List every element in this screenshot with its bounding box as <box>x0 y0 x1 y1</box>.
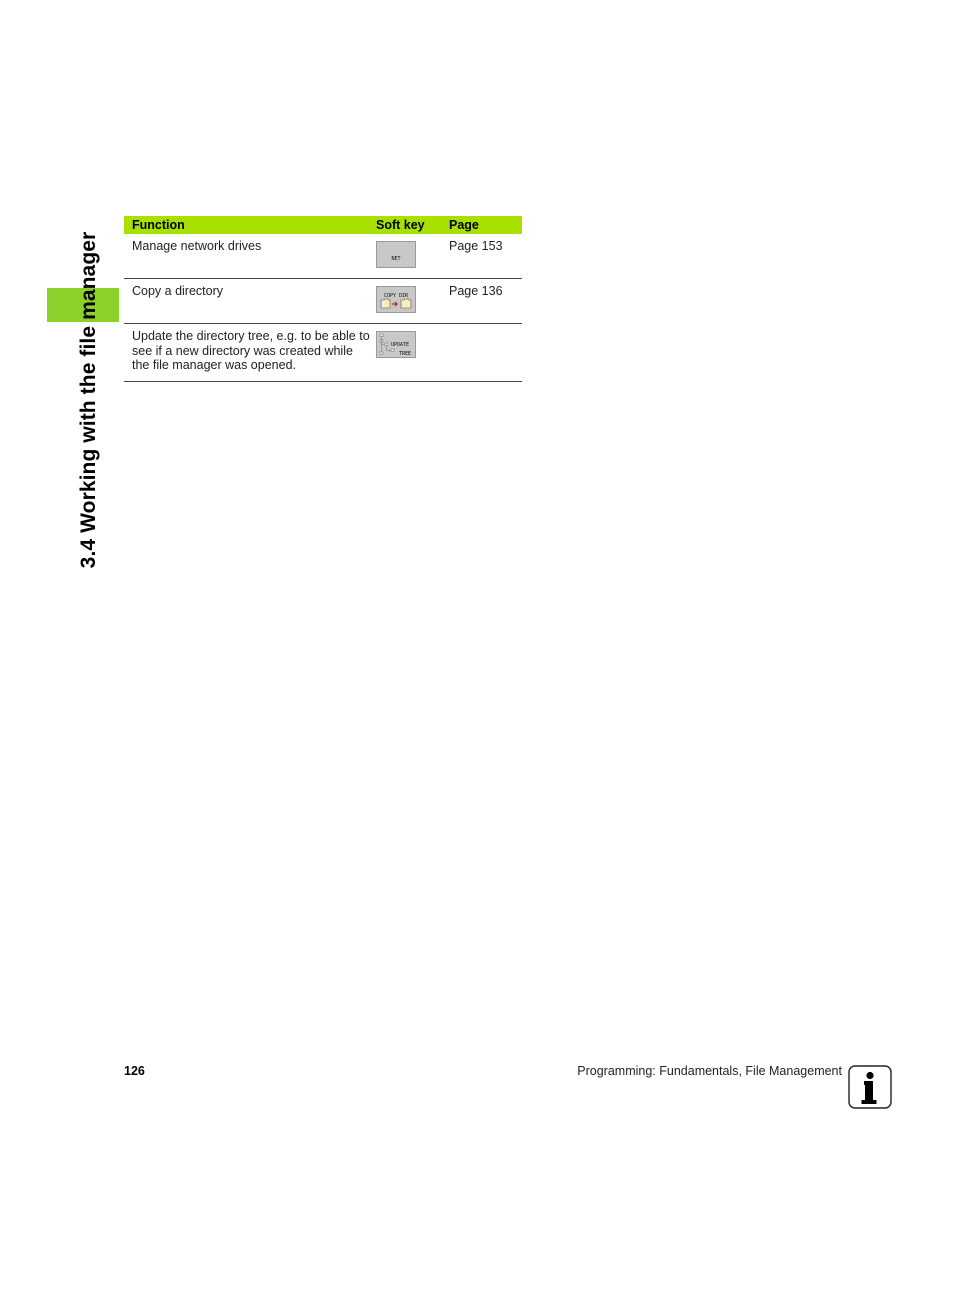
softkey-label: UPDATE <box>391 342 410 348</box>
table-header-row <box>124 216 522 234</box>
header-soft-key: Soft key <box>372 216 449 234</box>
header-function: Function <box>124 216 372 234</box>
section-title: 3.4 Working with the file manager <box>77 231 100 569</box>
page-ref-link[interactable]: Page 153 <box>449 234 522 279</box>
softkey-label: TREE <box>399 351 412 357</box>
copy-dir-softkey-icon[interactable] <box>376 286 416 313</box>
function-table <box>124 216 522 382</box>
function-cell: Manage network drives <box>124 234 372 279</box>
table-row <box>124 234 522 279</box>
update-tree-softkey-icon[interactable] <box>376 331 416 358</box>
page-ref-link[interactable]: Page 136 <box>449 279 522 324</box>
function-cell: Copy a directory <box>124 279 372 324</box>
header-page: Page <box>449 216 522 234</box>
function-cell: Update the directory tree, e.g. to be able to see if a new directory was created while the file manager was opened. <box>124 324 372 382</box>
softkey-label: COPY DIR <box>383 293 409 299</box>
chapter-footer: Programming: Fundamentals, File Management <box>577 1064 842 1078</box>
net-softkey-icon[interactable] <box>376 241 416 268</box>
table-row <box>124 279 522 324</box>
softkey-cell <box>372 234 449 279</box>
folder-copy-icon <box>377 287 415 312</box>
softkey-label: NET <box>391 256 401 262</box>
page-number: 126 <box>124 1064 145 1078</box>
softkey-cell <box>372 324 449 382</box>
table-row <box>124 324 522 382</box>
softkey-cell <box>372 279 449 324</box>
page-ref-link[interactable] <box>449 324 522 382</box>
info-icon <box>848 1065 892 1109</box>
